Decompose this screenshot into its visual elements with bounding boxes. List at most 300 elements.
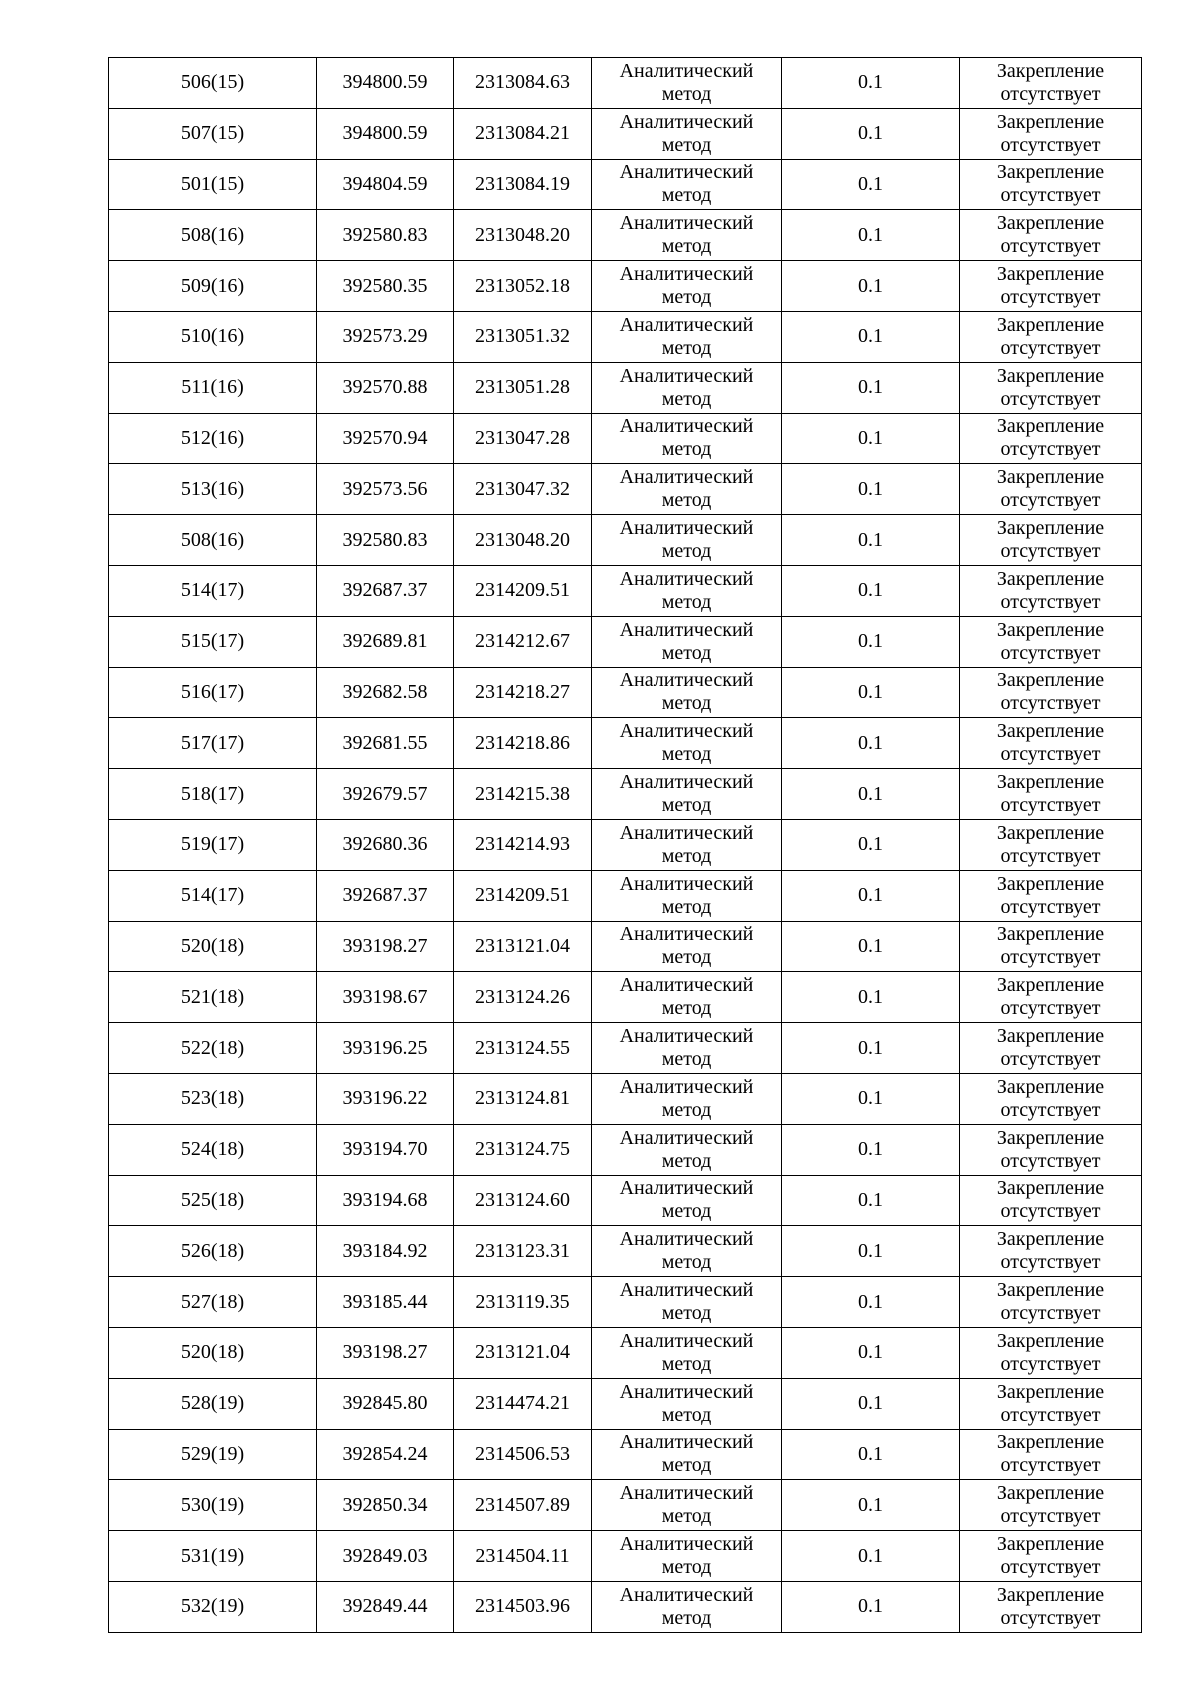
method-text-line: метод [661, 1048, 712, 1071]
method-text-line: метод [661, 387, 712, 410]
accuracy-cell: 0.1 [782, 261, 960, 312]
fixation-text-line: отсутствует [1000, 438, 1101, 461]
point-cell: 511(16) [109, 362, 317, 413]
y-coordinate-cell: 2314503.96 [454, 1581, 592, 1632]
method-cell [592, 1378, 782, 1429]
y-coordinate-cell: 2313084.21 [454, 108, 592, 159]
method-text-line: Аналитический [619, 1533, 754, 1555]
fixation-cell [960, 1581, 1142, 1632]
method-cell [592, 1480, 782, 1531]
fixation-text-line: отсутствует [1000, 184, 1101, 207]
fixation-text-line: отсутствует [1000, 1556, 1101, 1578]
fixation-text-line: Закрепление [996, 567, 1105, 590]
fixation-cell [960, 1175, 1142, 1226]
method-text-line: метод [661, 1606, 712, 1629]
fixation-text-line: Закрепление [996, 364, 1105, 387]
method-text-line: метод [661, 1200, 712, 1223]
fixation-text-line: Закрепление [996, 872, 1105, 895]
x-coordinate-cell: 392573.29 [317, 311, 454, 362]
y-coordinate-cell: 2313119.35 [454, 1277, 592, 1328]
fixation-text-line: отсутствует [1000, 1251, 1101, 1274]
method-text-line: метод [661, 1403, 712, 1426]
accuracy-cell: 0.1 [782, 667, 960, 718]
x-coordinate-cell: 393194.70 [317, 1124, 454, 1175]
point-cell: 518(17) [109, 769, 317, 820]
method-text-line: Аналитический [619, 415, 754, 438]
method-cell [592, 718, 782, 769]
coordinates-table [108, 57, 1142, 1633]
method-text-line: метод [661, 540, 712, 563]
fixation-text-line: отсутствует [1000, 844, 1101, 867]
fixation-text-line: Закрепление [996, 1533, 1105, 1555]
fixation-text-line: отсутствует [1000, 336, 1101, 359]
y-coordinate-cell: 2314215.38 [454, 769, 592, 820]
table-row [109, 1327, 1142, 1378]
x-coordinate-cell: 392687.37 [317, 870, 454, 921]
fixation-text-line: отсутствует [1000, 133, 1101, 156]
method-text-line: метод [661, 1149, 712, 1172]
table-row [109, 870, 1142, 921]
point-cell: 514(17) [109, 565, 317, 616]
fixation-text-line: отсутствует [1000, 489, 1101, 512]
method-text-line: Аналитический [619, 517, 754, 540]
accuracy-cell: 0.1 [782, 616, 960, 667]
accuracy-cell: 0.1 [782, 1480, 960, 1531]
table-row [109, 972, 1142, 1023]
table-row [109, 1429, 1142, 1480]
point-cell: 525(18) [109, 1175, 317, 1226]
fixation-text-line: Закрепление [996, 1380, 1105, 1403]
fixation-text-line: Закрепление [996, 110, 1105, 133]
accuracy-cell: 0.1 [782, 870, 960, 921]
table-row [109, 1531, 1142, 1582]
table-row [109, 819, 1142, 870]
accuracy-cell: 0.1 [782, 1531, 960, 1582]
accuracy-cell: 0.1 [782, 210, 960, 261]
method-text-line: метод [661, 1098, 712, 1121]
x-coordinate-cell: 393194.68 [317, 1175, 454, 1226]
method-text-line: метод [661, 336, 712, 359]
fixation-text-line: Закрепление [996, 161, 1105, 184]
accuracy-cell: 0.1 [782, 1277, 960, 1328]
method-text-line: метод [661, 1505, 712, 1528]
fixation-text-line: Закрепление [996, 1279, 1105, 1302]
fixation-text-line: отсутствует [1000, 235, 1101, 258]
fixation-cell [960, 1531, 1142, 1582]
accuracy-cell: 0.1 [782, 921, 960, 972]
table-row [109, 515, 1142, 566]
fixation-cell [960, 616, 1142, 667]
y-coordinate-cell: 2313047.28 [454, 413, 592, 464]
method-cell [592, 1023, 782, 1074]
table-row [109, 1073, 1142, 1124]
fixation-text-line: Закрепление [996, 1075, 1105, 1098]
fixation-cell [960, 515, 1142, 566]
point-cell: 520(18) [109, 1327, 317, 1378]
accuracy-cell: 0.1 [782, 1226, 960, 1277]
method-cell [592, 464, 782, 515]
x-coordinate-cell: 392850.34 [317, 1480, 454, 1531]
method-cell [592, 616, 782, 667]
fixation-cell [960, 1124, 1142, 1175]
y-coordinate-cell: 2314474.21 [454, 1378, 592, 1429]
method-cell [592, 515, 782, 566]
x-coordinate-cell: 392680.36 [317, 819, 454, 870]
fixation-text-line: Закрепление [996, 466, 1105, 489]
fixation-text-line: отсутствует [1000, 641, 1101, 664]
x-coordinate-cell: 393185.44 [317, 1277, 454, 1328]
point-cell: 529(19) [109, 1429, 317, 1480]
method-text-line: Аналитический [619, 821, 754, 844]
fixation-cell [960, 311, 1142, 362]
method-text-line: метод [661, 1352, 712, 1375]
method-text-line: метод [661, 1556, 712, 1578]
method-text-line: метод [661, 82, 712, 105]
x-coordinate-cell: 392849.03 [317, 1531, 454, 1582]
y-coordinate-cell: 2313084.63 [454, 58, 592, 109]
accuracy-cell: 0.1 [782, 769, 960, 820]
point-cell: 516(17) [109, 667, 317, 718]
fixation-text-line: Закрепление [996, 59, 1105, 82]
table-row [109, 159, 1142, 210]
method-cell [592, 1581, 782, 1632]
method-text-line: метод [661, 997, 712, 1020]
fixation-text-line: отсутствует [1000, 540, 1101, 563]
table-row [109, 667, 1142, 718]
method-cell [592, 413, 782, 464]
x-coordinate-cell: 392681.55 [317, 718, 454, 769]
method-cell [592, 58, 782, 109]
point-cell: 514(17) [109, 870, 317, 921]
x-coordinate-cell: 392682.58 [317, 667, 454, 718]
accuracy-cell: 0.1 [782, 1581, 960, 1632]
method-text-line: метод [661, 946, 712, 969]
accuracy-cell: 0.1 [782, 1023, 960, 1074]
point-cell: 506(15) [109, 58, 317, 109]
method-text-line: метод [661, 590, 712, 613]
x-coordinate-cell: 392573.56 [317, 464, 454, 515]
method-text-line: Аналитический [619, 872, 754, 895]
x-coordinate-cell: 393198.27 [317, 921, 454, 972]
point-cell: 508(16) [109, 515, 317, 566]
y-coordinate-cell: 2313124.60 [454, 1175, 592, 1226]
accuracy-cell: 0.1 [782, 1429, 960, 1480]
accuracy-cell: 0.1 [782, 311, 960, 362]
accuracy-cell: 0.1 [782, 362, 960, 413]
x-coordinate-cell: 393198.67 [317, 972, 454, 1023]
fixation-cell [960, 261, 1142, 312]
point-cell: 526(18) [109, 1226, 317, 1277]
table-row [109, 1581, 1142, 1632]
y-coordinate-cell: 2313124.75 [454, 1124, 592, 1175]
fixation-cell [960, 362, 1142, 413]
method-cell [592, 819, 782, 870]
point-cell: 527(18) [109, 1277, 317, 1328]
x-coordinate-cell: 392849.44 [317, 1581, 454, 1632]
point-cell: 522(18) [109, 1023, 317, 1074]
y-coordinate-cell: 2314218.86 [454, 718, 592, 769]
method-cell [592, 769, 782, 820]
x-coordinate-cell: 392570.88 [317, 362, 454, 413]
table-row [109, 58, 1142, 109]
point-cell: 528(19) [109, 1378, 317, 1429]
table-row [109, 718, 1142, 769]
fixation-cell [960, 565, 1142, 616]
y-coordinate-cell: 2313052.18 [454, 261, 592, 312]
y-coordinate-cell: 2314218.27 [454, 667, 592, 718]
point-cell: 531(19) [109, 1531, 317, 1582]
method-text-line: метод [661, 1302, 712, 1325]
fixation-cell [960, 921, 1142, 972]
fixation-cell [960, 210, 1142, 261]
fixation-text-line: отсутствует [1000, 895, 1101, 918]
method-text-line: Аналитический [619, 923, 754, 946]
point-cell: 507(15) [109, 108, 317, 159]
point-cell: 515(17) [109, 616, 317, 667]
fixation-text-line: Закрепление [996, 517, 1105, 540]
point-cell: 521(18) [109, 972, 317, 1023]
method-text-line: метод [661, 235, 712, 258]
method-text-line: Аналитический [619, 974, 754, 997]
fixation-text-line: Закрепление [996, 923, 1105, 946]
x-coordinate-cell: 392580.35 [317, 261, 454, 312]
method-text-line: метод [661, 743, 712, 766]
table-row [109, 769, 1142, 820]
point-cell: 530(19) [109, 1480, 317, 1531]
y-coordinate-cell: 2313121.04 [454, 921, 592, 972]
fixation-cell [960, 1073, 1142, 1124]
method-text-line: Аналитический [619, 212, 754, 235]
accuracy-cell: 0.1 [782, 1073, 960, 1124]
point-cell: 517(17) [109, 718, 317, 769]
table-row [109, 616, 1142, 667]
accuracy-cell: 0.1 [782, 464, 960, 515]
method-text-line: метод [661, 133, 712, 156]
point-cell: 519(17) [109, 819, 317, 870]
point-cell: 509(16) [109, 261, 317, 312]
point-cell: 510(16) [109, 311, 317, 362]
accuracy-cell: 0.1 [782, 565, 960, 616]
table-row [109, 413, 1142, 464]
method-cell [592, 1531, 782, 1582]
method-cell [592, 1073, 782, 1124]
y-coordinate-cell: 2314507.89 [454, 1480, 592, 1531]
accuracy-cell: 0.1 [782, 108, 960, 159]
y-coordinate-cell: 2313124.26 [454, 972, 592, 1023]
method-text-line: метод [661, 794, 712, 817]
method-text-line: метод [661, 692, 712, 715]
fixation-text-line: отсутствует [1000, 692, 1101, 715]
method-cell [592, 921, 782, 972]
fixation-text-line: Закрепление [996, 212, 1105, 235]
accuracy-cell: 0.1 [782, 515, 960, 566]
x-coordinate-cell: 392854.24 [317, 1429, 454, 1480]
y-coordinate-cell: 2314504.11 [454, 1531, 592, 1582]
y-coordinate-cell: 2314209.51 [454, 870, 592, 921]
fixation-text-line: отсутствует [1000, 1505, 1101, 1528]
fixation-cell [960, 718, 1142, 769]
table-row [109, 1124, 1142, 1175]
y-coordinate-cell: 2313121.04 [454, 1327, 592, 1378]
fixation-text-line: отсутствует [1000, 1098, 1101, 1121]
fixation-cell [960, 1277, 1142, 1328]
table-row [109, 1277, 1142, 1328]
method-text-line: Аналитический [619, 1228, 754, 1251]
fixation-text-line: Закрепление [996, 821, 1105, 844]
fixation-text-line: отсутствует [1000, 590, 1101, 613]
fixation-text-line: отсутствует [1000, 743, 1101, 766]
table-row [109, 565, 1142, 616]
method-text-line: метод [661, 641, 712, 664]
method-cell [592, 108, 782, 159]
table-row [109, 362, 1142, 413]
fixation-cell [960, 108, 1142, 159]
method-cell [592, 565, 782, 616]
method-text-line: метод [661, 1454, 712, 1477]
fixation-text-line: Закрепление [996, 1228, 1105, 1251]
method-text-line: Аналитический [619, 1482, 754, 1505]
method-text-line: Аналитический [619, 1075, 754, 1098]
y-coordinate-cell: 2313123.31 [454, 1226, 592, 1277]
fixation-text-line: отсутствует [1000, 1200, 1101, 1223]
method-text-line: Аналитический [619, 1126, 754, 1149]
method-text-line: Аналитический [619, 110, 754, 133]
method-cell [592, 362, 782, 413]
fixation-cell [960, 464, 1142, 515]
method-text-line: Аналитический [619, 466, 754, 489]
fixation-text-line: отсутствует [1000, 946, 1101, 969]
x-coordinate-cell: 392570.94 [317, 413, 454, 464]
fixation-text-line: отсутствует [1000, 1149, 1101, 1172]
y-coordinate-cell: 2313051.32 [454, 311, 592, 362]
fixation-cell [960, 159, 1142, 210]
accuracy-cell: 0.1 [782, 159, 960, 210]
table-row [109, 1023, 1142, 1074]
y-coordinate-cell: 2314209.51 [454, 565, 592, 616]
fixation-text-line: отсутствует [1000, 1606, 1101, 1629]
table-row [109, 1226, 1142, 1277]
x-coordinate-cell: 392845.80 [317, 1378, 454, 1429]
fixation-cell [960, 667, 1142, 718]
fixation-text-line: Закрепление [996, 974, 1105, 997]
x-coordinate-cell: 394800.59 [317, 58, 454, 109]
table-row [109, 1175, 1142, 1226]
fixation-text-line: Закрепление [996, 669, 1105, 692]
method-text-line: Аналитический [619, 771, 754, 794]
point-cell: 501(15) [109, 159, 317, 210]
accuracy-cell: 0.1 [782, 58, 960, 109]
method-text-line: Аналитический [619, 1177, 754, 1200]
method-cell [592, 1124, 782, 1175]
x-coordinate-cell: 393196.25 [317, 1023, 454, 1074]
x-coordinate-cell: 392689.81 [317, 616, 454, 667]
method-text-line: Аналитический [619, 263, 754, 286]
x-coordinate-cell: 394800.59 [317, 108, 454, 159]
fixation-text-line: отсутствует [1000, 997, 1101, 1020]
fixation-cell [960, 1327, 1142, 1378]
point-cell: 523(18) [109, 1073, 317, 1124]
method-cell [592, 261, 782, 312]
method-text-line: Аналитический [619, 59, 754, 82]
table-row [109, 464, 1142, 515]
fixation-text-line: Закрепление [996, 771, 1105, 794]
fixation-text-line: Закрепление [996, 618, 1105, 641]
point-cell: 532(19) [109, 1581, 317, 1632]
method-cell [592, 210, 782, 261]
x-coordinate-cell: 394804.59 [317, 159, 454, 210]
fixation-cell [960, 1226, 1142, 1277]
x-coordinate-cell: 393184.92 [317, 1226, 454, 1277]
method-text-line: метод [661, 489, 712, 512]
method-cell [592, 667, 782, 718]
fixation-cell [960, 413, 1142, 464]
x-coordinate-cell: 392580.83 [317, 515, 454, 566]
x-coordinate-cell: 392687.37 [317, 565, 454, 616]
fixation-text-line: Закрепление [996, 1583, 1105, 1606]
table-row [109, 921, 1142, 972]
method-text-line: Аналитический [619, 364, 754, 387]
fixation-text-line: отсутствует [1000, 1403, 1101, 1426]
method-text-line: Аналитический [619, 1583, 754, 1606]
method-cell [592, 972, 782, 1023]
point-cell: 513(16) [109, 464, 317, 515]
fixation-cell [960, 870, 1142, 921]
method-cell [592, 870, 782, 921]
method-text-line: метод [661, 895, 712, 918]
method-text-line: метод [661, 184, 712, 207]
accuracy-cell: 0.1 [782, 1327, 960, 1378]
y-coordinate-cell: 2313051.28 [454, 362, 592, 413]
method-text-line: метод [661, 844, 712, 867]
fixation-text-line: Закрепление [996, 415, 1105, 438]
point-cell: 512(16) [109, 413, 317, 464]
x-coordinate-cell: 392580.83 [317, 210, 454, 261]
method-text-line: Аналитический [619, 1279, 754, 1302]
fixation-text-line: Закрепление [996, 720, 1105, 743]
method-text-line: метод [661, 1251, 712, 1274]
table-row [109, 210, 1142, 261]
fixation-cell [960, 1023, 1142, 1074]
method-text-line: Аналитический [619, 1329, 754, 1352]
fixation-text-line: отсутствует [1000, 1048, 1101, 1071]
accuracy-cell: 0.1 [782, 1124, 960, 1175]
point-cell: 524(18) [109, 1124, 317, 1175]
fixation-text-line: Закрепление [996, 1126, 1105, 1149]
coordinates-table-body [109, 58, 1142, 1633]
method-cell [592, 159, 782, 210]
point-cell: 508(16) [109, 210, 317, 261]
fixation-text-line: отсутствует [1000, 387, 1101, 410]
fixation-text-line: Закрепление [996, 1329, 1105, 1352]
method-cell [592, 1226, 782, 1277]
y-coordinate-cell: 2314506.53 [454, 1429, 592, 1480]
accuracy-cell: 0.1 [782, 819, 960, 870]
fixation-cell [960, 769, 1142, 820]
fixation-text-line: Закрепление [996, 263, 1105, 286]
x-coordinate-cell: 393198.27 [317, 1327, 454, 1378]
method-text-line: Аналитический [619, 313, 754, 336]
y-coordinate-cell: 2314214.93 [454, 819, 592, 870]
method-text-line: Аналитический [619, 669, 754, 692]
method-cell [592, 1429, 782, 1480]
y-coordinate-cell: 2313124.55 [454, 1023, 592, 1074]
table-row [109, 108, 1142, 159]
method-text-line: Аналитический [619, 161, 754, 184]
method-text-line: Аналитический [619, 618, 754, 641]
table-row [109, 261, 1142, 312]
fixation-text-line: Закрепление [996, 1482, 1105, 1505]
x-coordinate-cell: 392679.57 [317, 769, 454, 820]
